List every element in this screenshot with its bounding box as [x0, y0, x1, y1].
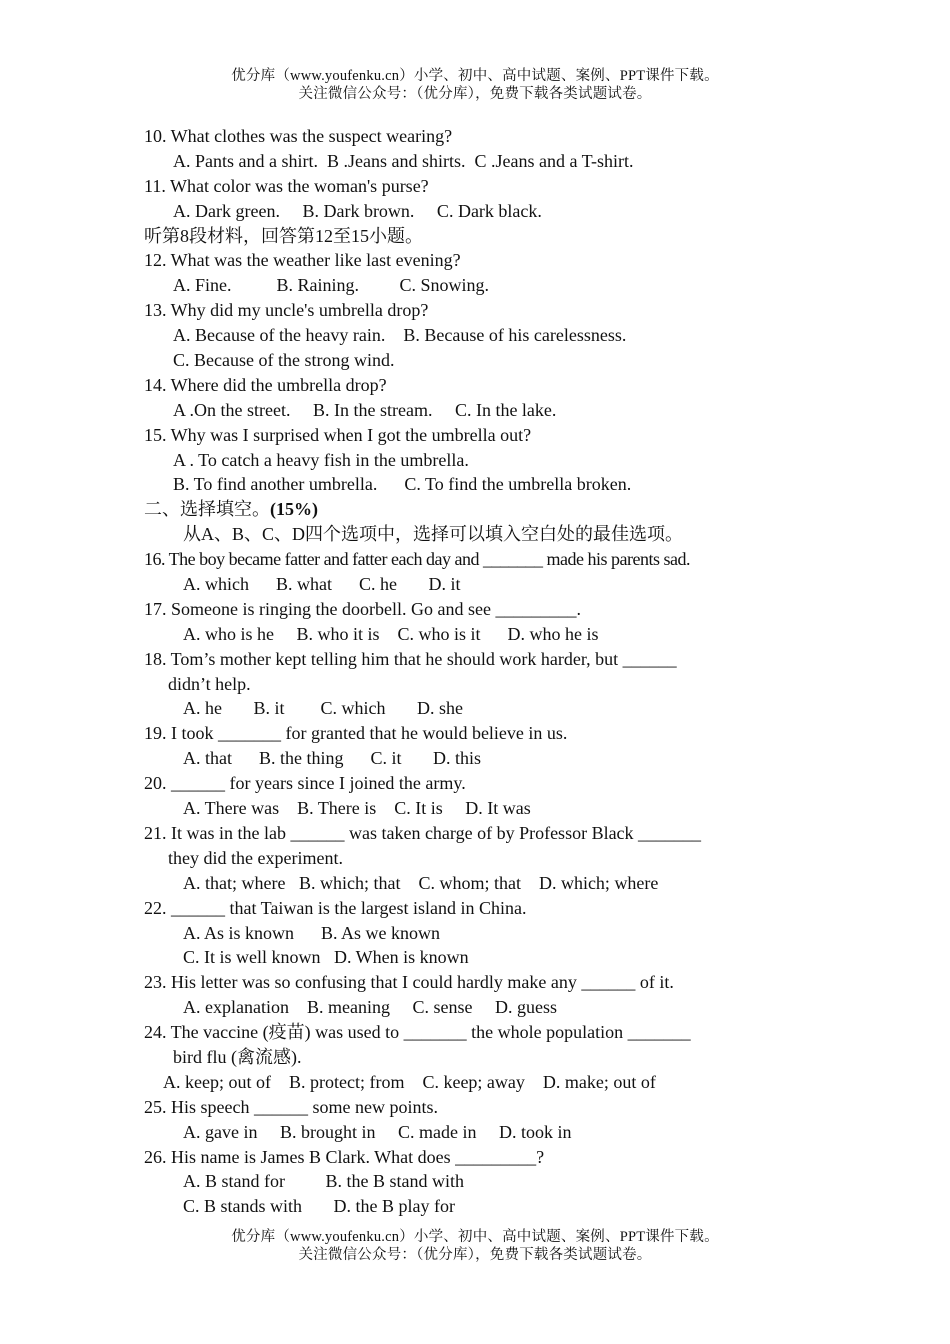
text-line: A. explanation B. meaning C. sense D. guess: [183, 997, 557, 1018]
page-header: [0, 67, 950, 103]
section-score: (15%): [270, 499, 318, 520]
text-line: A. that B. the thing C. it D. this: [183, 748, 482, 769]
text-line: A. gave in B. brought in C. made in D. took in: [183, 1121, 572, 1142]
section-heading: [144, 497, 784, 522]
text-line: A. Because of the heavy rain. B. Because of his carelessness.: [173, 325, 627, 346]
question-line: 23. His letter was so confusing that I could hardly make any ______ of it.: [144, 972, 674, 993]
text-line: A .On the street. B. In the stream. C. In the lake.: [173, 399, 557, 420]
text-line: bird flu (禽流感).: [173, 1046, 302, 1067]
question-line: 13. Why did my uncle's umbrella drop?: [144, 300, 429, 321]
section-title: 二、选择填空。: [144, 499, 270, 520]
question-line: 14. Where did the umbrella drop?: [144, 374, 387, 395]
text-line: A. who is he B. who it is C. who is it D. who he is: [183, 623, 599, 644]
text-line: B. To find another umbrella. C. To find the umbrella broken.: [173, 474, 632, 495]
text-line: C. B stands with D. the B play for: [183, 1196, 455, 1217]
text-line: A. As is known B. As we known: [183, 922, 441, 943]
text-line: A. Dark green. B. Dark brown. C. Dark black.: [173, 200, 542, 221]
text-line: C. It is well known D. When is known: [183, 947, 469, 968]
text-line: 从A、B、C、D四个选项中，选择可以填入空白处的最佳选项。: [183, 524, 684, 545]
question-line: 10. What clothes was the suspect wearing?: [144, 126, 453, 146]
question-line: 24. The vaccine (疫苗) was used to _______ the whole population _______: [144, 1022, 691, 1043]
text-line: A. he B. it C. which D. she: [183, 698, 463, 719]
footer-line-1: 优分库（www.youfenku.cn）小学、初中、高中试题、案例、PPT课件下载。: [231, 1229, 719, 1245]
text-line: they did the experiment.: [168, 847, 343, 868]
header-line-1: 优分库（www.youfenku.cn）小学、初中、高中试题、案例、PPT课件下载。: [231, 68, 719, 84]
question-line: 11. What color was the woman's purse?: [144, 175, 429, 196]
question-line: 21. It was in the lab ______ was taken charge of by Professor Black _______: [144, 822, 702, 843]
text-line: A . To catch a heavy fish in the umbrella.: [173, 449, 469, 470]
question-line: 17. Someone is ringing the doorbell. Go and see _________.: [144, 598, 581, 619]
question-line: 22. ______ that Taiwan is the largest island in China.: [144, 897, 527, 918]
exam-content: [144, 124, 784, 1219]
question-line: 16. The boy became fatter and fatter each day and _______ made his parents sad.: [144, 549, 690, 570]
question-line: 15. Why was I surprised when I got the umbrella out?: [144, 424, 532, 445]
text-line: A. There was B. There is C. It is D. It was: [183, 798, 531, 819]
text-line: 听第8段材料，回答第12至15小题。: [144, 225, 423, 246]
text-line: A. which B. what C. he D. it: [183, 574, 461, 595]
text-line: A. Fine. B. Raining. C. Snowing.: [173, 275, 490, 296]
text-line: A. that; where B. which; that C. whom; that D. which; where: [183, 872, 659, 893]
header-line-2: 关注微信公众号：（优分库），免费下载各类试题试卷。: [298, 86, 652, 102]
page-footer: [0, 1228, 950, 1264]
footer-line-2: 关注微信公众号：（优分库），免费下载各类试题试卷。: [298, 1247, 652, 1263]
question-line: 26. His name is James B Clark. What does _________?: [144, 1146, 545, 1167]
question-line: 20. ______ for years since I joined the army.: [144, 773, 466, 794]
question-line: 19. I took _______ for granted that he would believe in us.: [144, 723, 568, 744]
question-line: 25. His speech ______ some new points.: [144, 1096, 438, 1117]
question-line: 18. Tom’s mother kept telling him that he should work harder, but ______: [144, 648, 677, 669]
text-line: A. B stand for B. the B stand with: [183, 1171, 464, 1192]
text-line: A. Pants and a shirt. B .Jeans and shirts. C .Jeans and a T-shirt.: [173, 150, 634, 171]
text-line: didn’t help.: [168, 673, 251, 694]
text-line: C. Because of the strong wind.: [173, 350, 395, 371]
text-line: A. keep; out of B. protect; from C. keep; away D. make; out of: [163, 1071, 656, 1092]
question-line: 12. What was the weather like last evening?: [144, 250, 461, 271]
